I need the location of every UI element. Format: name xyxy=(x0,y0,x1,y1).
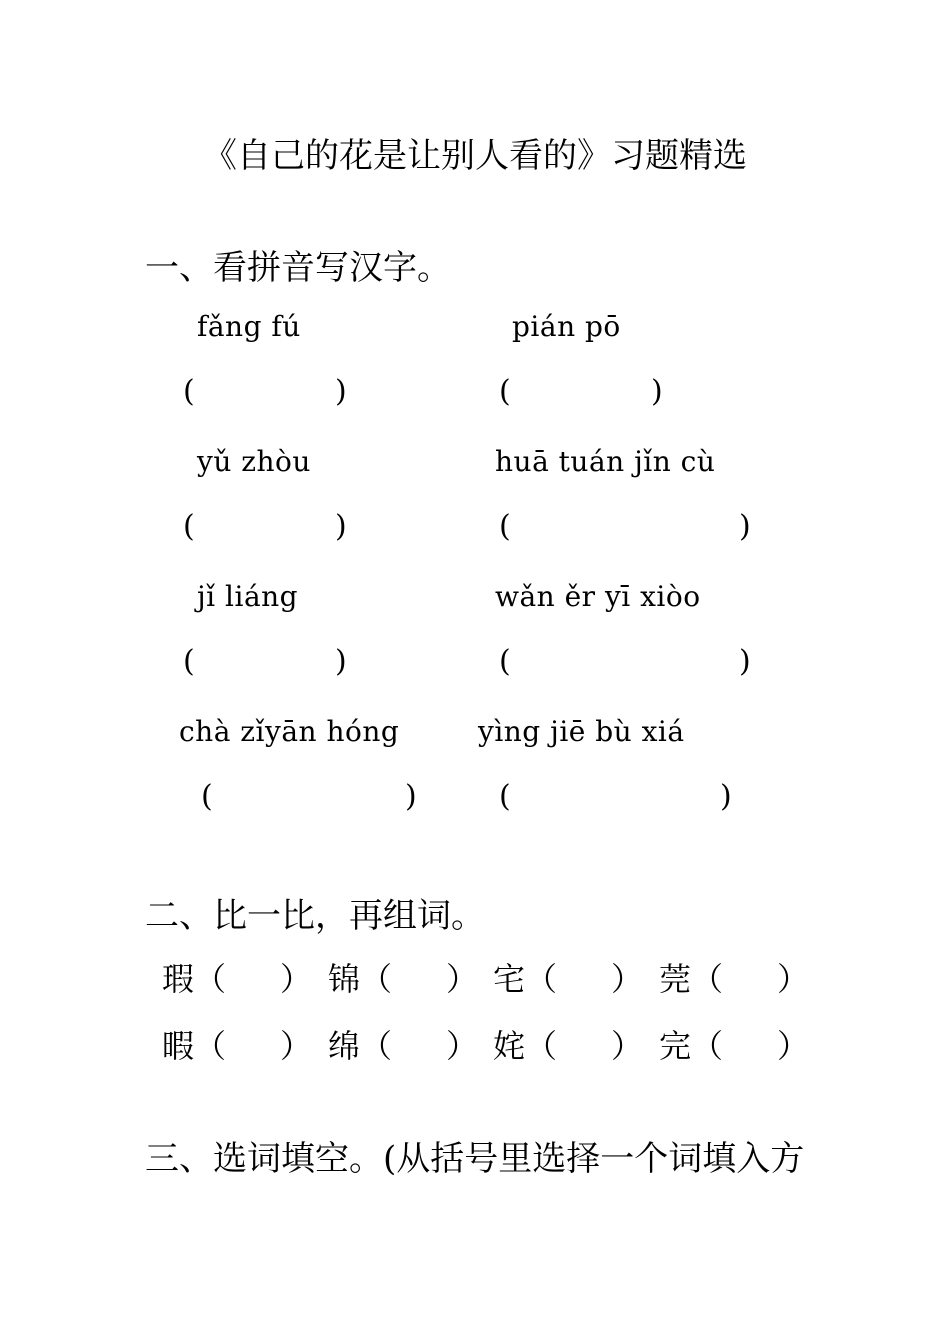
answer-paren-open: ( xyxy=(499,509,511,544)
answer-paren-close: ） xyxy=(777,1027,810,1065)
answer-paren-open: （ xyxy=(194,1027,227,1065)
answer-paren-open: （ xyxy=(360,960,393,998)
answer-paren-open: （ xyxy=(194,960,227,998)
answer-paren-close: ） xyxy=(611,1027,644,1065)
answer-paren-close: ） xyxy=(611,960,644,998)
answer-paren-open: ( xyxy=(499,644,511,679)
pinyin-item: yìng jiē bù xiá xyxy=(478,715,685,748)
compare-char: 宅 xyxy=(493,960,526,998)
answer-paren-close: ） xyxy=(280,960,313,998)
answer-paren-open: ( xyxy=(183,509,195,544)
answer-paren-open: （ xyxy=(360,1027,393,1065)
compare-char: 绵 xyxy=(328,1027,361,1065)
page-title: 《自己的花是让别人看的》习题精选 xyxy=(203,136,747,176)
pinyin-item: huā tuán jǐn cù xyxy=(495,445,716,478)
section1-heading: 一、看拼音写汉字。 xyxy=(145,248,451,288)
pinyin-item: pián pō xyxy=(512,310,621,343)
compare-char: 姹 xyxy=(493,1027,526,1065)
answer-paren-close: ) xyxy=(739,644,751,679)
answer-paren-close: ） xyxy=(446,1027,479,1065)
answer-paren-close: ) xyxy=(720,779,732,814)
answer-paren-open: ( xyxy=(201,779,213,814)
pinyin-item: fǎng fú xyxy=(197,310,301,343)
answer-paren-close: ) xyxy=(405,779,417,814)
section3-heading: 三、选词填空。(从括号里选择一个词填入方 xyxy=(145,1139,805,1179)
compare-char: 瑕 xyxy=(162,960,195,998)
answer-paren-open: ( xyxy=(499,374,511,409)
compare-char: 完 xyxy=(659,1027,692,1065)
answer-paren-close: ） xyxy=(280,1027,313,1065)
compare-char: 暇 xyxy=(162,1027,195,1065)
answer-paren-close: ） xyxy=(446,960,479,998)
answer-paren-open: ( xyxy=(183,644,195,679)
pinyin-item: chà zǐyān hóng xyxy=(179,715,400,748)
pinyin-item: jǐ liáng xyxy=(197,580,299,613)
answer-paren-open: ( xyxy=(183,374,195,409)
answer-paren-close: ) xyxy=(335,374,347,409)
answer-paren-open: （ xyxy=(691,960,724,998)
answer-paren-close: ) xyxy=(335,644,347,679)
compare-char: 莞 xyxy=(659,960,692,998)
answer-paren-close: ) xyxy=(651,374,663,409)
answer-paren-open: （ xyxy=(525,1027,558,1065)
answer-paren-close: ) xyxy=(739,509,751,544)
pinyin-item: wǎn ěr yī xiòo xyxy=(495,580,701,613)
section2-heading: 二、比一比，再组词。 xyxy=(145,896,485,936)
pinyin-item: yǔ zhòu xyxy=(197,445,311,478)
answer-paren-close: ） xyxy=(777,960,810,998)
answer-paren-open: ( xyxy=(499,779,511,814)
answer-paren-close: ) xyxy=(335,509,347,544)
compare-char: 锦 xyxy=(328,960,361,998)
answer-paren-open: （ xyxy=(525,960,558,998)
answer-paren-open: （ xyxy=(691,1027,724,1065)
